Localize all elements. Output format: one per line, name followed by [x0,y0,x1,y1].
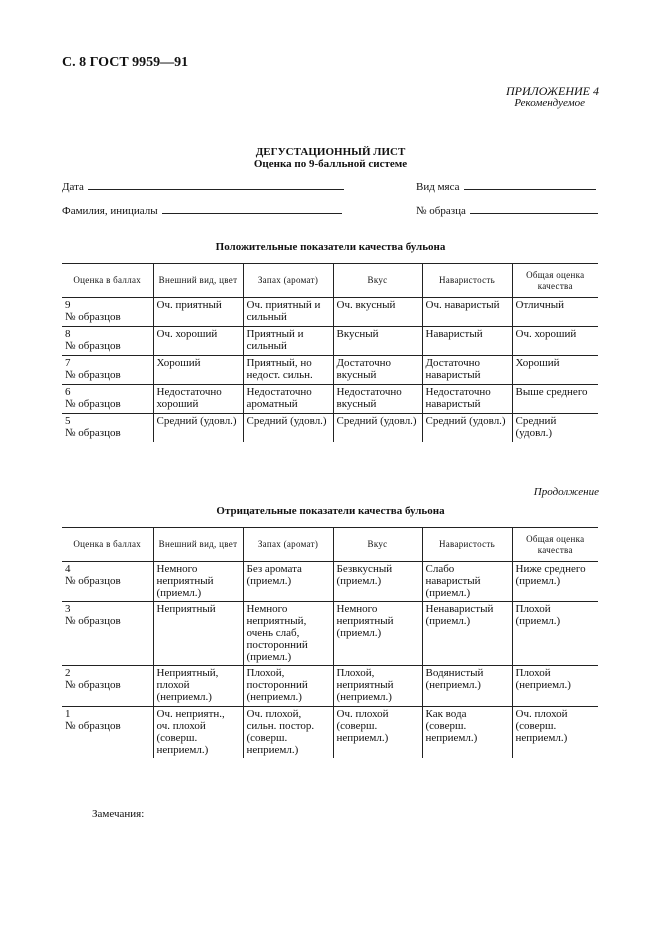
sample-line[interactable] [470,204,598,214]
table-row [62,666,598,707]
cell-richness: Средний (удовл.) [422,414,512,442]
score-cell [62,414,153,442]
negative-table [62,527,598,758]
samples-label: № образцов [65,427,121,439]
cell-appearance: Неприятный [153,602,243,666]
date-field[interactable] [62,180,344,193]
col-overall: Общая оценка качества [512,528,598,562]
cell-appearance: Средний (удовл.) [153,414,243,442]
name-field[interactable] [62,204,342,217]
cell-overall: Плохой (неприемл.) [512,666,598,707]
sample-field[interactable] [416,204,598,217]
name-label: Фамилия, инициалы [62,205,158,217]
cell-appearance: Оч. приятный [153,298,243,327]
meat-label: Вид мяса [416,181,460,193]
cell-richness: Как вода (соверш. неприемл.) [422,707,512,759]
cell-richness: Оч. наваристый [422,298,512,327]
score-value: 6 [65,386,71,398]
samples-label: № образцов [65,398,121,410]
cell-smell: Оч. плохой, сильн. постор. (соверш. неприемл.) [243,707,333,759]
table-row [62,602,598,666]
cell-smell: Приятный и сильный [243,327,333,356]
col-appearance: Внешний вид, цвет [153,528,243,562]
cell-appearance: Оч. хороший [153,327,243,356]
score-cell [62,707,153,759]
positive-caption: Положительные показатели качества бульона [215,241,446,253]
cell-taste: Плохой, неприятный (неприемл.) [333,666,422,707]
score-value: 4 [65,563,71,575]
cell-smell: Приятный, но недост. сильн. [243,356,333,385]
col-taste: Вкус [333,264,422,298]
name-line[interactable] [162,204,342,214]
appendix-subtitle: Рекомендуемое [514,97,585,109]
table-row [62,707,598,759]
cell-overall: Оч. плохой (соверш. неприемл.) [512,707,598,759]
col-taste: Вкус [333,528,422,562]
cell-taste: Вкусный [333,327,422,356]
cell-overall: Ниже среднего (приемл.) [512,562,598,602]
score-cell [62,666,153,707]
sheet-subtitle: Оценка по 9-балльной системе [253,158,408,170]
sheet-heading [0,146,661,170]
cell-appearance: Недостаточно хороший [153,385,243,414]
score-value: 5 [65,415,71,427]
score-value: 2 [65,667,71,679]
samples-label: № образцов [65,720,121,732]
col-richness: Наваристость [422,264,512,298]
cell-richness: Достаточно наваристый [422,356,512,385]
table-row [62,562,598,602]
cell-appearance: Оч. неприятн., оч. плохой (соверш. неприемл.) [153,707,243,759]
score-cell [62,298,153,327]
score-cell [62,356,153,385]
date-label: Дата [62,181,84,193]
page-header: С. 8 ГОСТ 9959—91 [62,55,189,70]
samples-label: № образцов [65,311,121,323]
cell-richness: Слабо наваристый (приемл.) [422,562,512,602]
score-cell [62,562,153,602]
table-row [62,385,598,414]
col-score: Оценка в баллах [62,528,153,562]
cell-taste: Достаточно вкусный [333,356,422,385]
cell-smell: Плохой, посторонний (неприемл.) [243,666,333,707]
score-value: 9 [65,299,71,311]
cell-overall: Отличный [512,298,598,327]
cell-taste: Оч. вкусный [333,298,422,327]
cell-overall: Средний (удовл.) [512,414,598,442]
samples-label: № образцов [65,340,121,352]
cell-taste: Безвкусный (приемл.) [333,562,422,602]
cell-taste: Средний (удовл.) [333,414,422,442]
cell-richness: Недостаточно наваристый [422,385,512,414]
cell-taste: Немного неприятный (приемл.) [333,602,422,666]
table-row [62,356,598,385]
positive-table [62,263,598,442]
continuation-label: Продолжение [533,486,599,498]
sample-label: № образца [416,205,466,217]
table-row [62,298,598,327]
date-line[interactable] [88,180,344,190]
cell-taste: Оч. плохой (соверш. неприемл.) [333,707,422,759]
cell-richness: Наваристый [422,327,512,356]
appendix-block [506,85,599,109]
score-value: 1 [65,708,71,720]
col-richness: Наваристость [422,528,512,562]
samples-label: № образцов [65,575,121,587]
col-smell: Запах (аромат) [243,264,333,298]
cell-smell: Оч. приятный и сильный [243,298,333,327]
samples-label: № образцов [65,679,121,691]
appendix-title: ПРИЛОЖЕНИЕ 4 [506,84,599,98]
cell-smell: Немного неприятный, очень слаб, посторонний (приемл.) [243,602,333,666]
meat-field[interactable] [416,180,596,193]
score-value: 3 [65,603,71,615]
table-row [62,327,598,356]
cell-smell: Недостаточно ароматный [243,385,333,414]
cell-appearance: Немного неприятный (приемл.) [153,562,243,602]
col-smell: Запах (аромат) [243,528,333,562]
meat-line[interactable] [464,180,596,190]
cell-overall: Плохой (приемл.) [512,602,598,666]
cell-overall: Оч. хороший [512,327,598,356]
score-value: 7 [65,357,71,369]
samples-label: № образцов [65,615,121,627]
cell-taste: Недостаточно вкусный [333,385,422,414]
samples-label: № образцов [65,369,121,381]
table-row [62,414,598,442]
score-cell [62,385,153,414]
cell-richness: Водянистый (неприемл.) [422,666,512,707]
col-appearance: Внешний вид, цвет [153,264,243,298]
score-value: 8 [65,328,71,340]
cell-richness: Ненаваристый (приемл.) [422,602,512,666]
cell-smell: Средний (удовл.) [243,414,333,442]
score-cell [62,327,153,356]
cell-smell: Без аромата (приемл.) [243,562,333,602]
col-score: Оценка в баллах [62,264,153,298]
sheet-title: ДЕГУСТАЦИОННЫЙ ЛИСТ [255,146,406,158]
cell-overall: Выше среднего [512,385,598,414]
col-overall: Общая оценка качества [512,264,598,298]
cell-appearance: Хороший [153,356,243,385]
negative-caption: Отрицательные показатели качества бульона [216,505,445,517]
score-cell [62,602,153,666]
notes-label: Замечания: [92,808,145,820]
cell-overall: Хороший [512,356,598,385]
cell-appearance: Неприятный, плохой (неприемл.) [153,666,243,707]
